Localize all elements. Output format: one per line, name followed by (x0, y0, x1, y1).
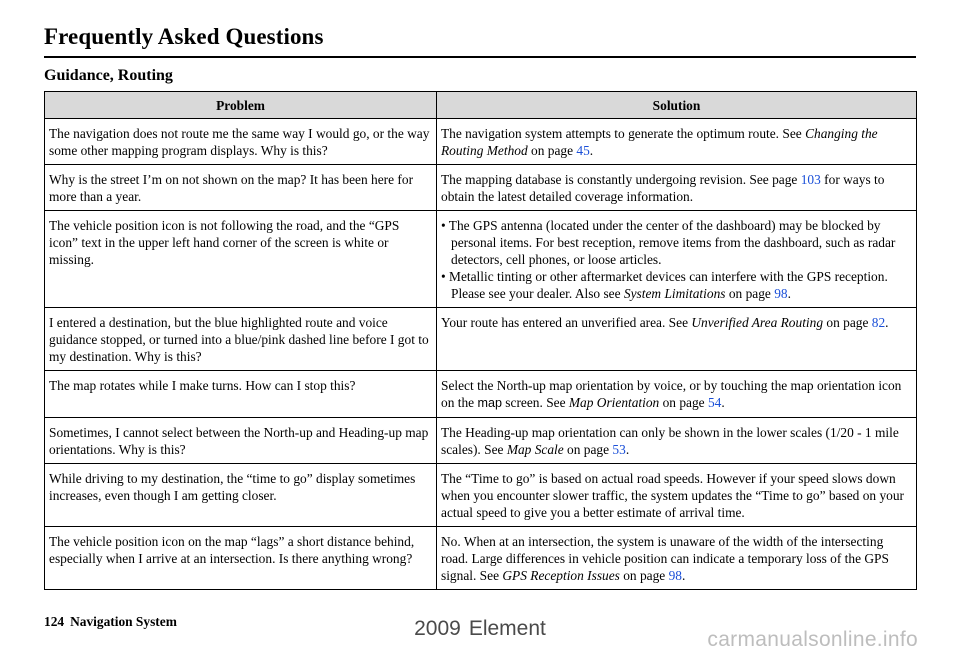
solution-text: on page (619, 568, 669, 583)
solution-text: The Heading-up map orientation can only be shown in the lower scales (1/20 - 1 mile scales). See (441, 425, 899, 457)
solution-text: . (885, 315, 889, 330)
solution-cell (437, 308, 917, 371)
solution-text: The navigation system attempts to generate the optimum route. See (441, 126, 806, 141)
section-reference: Map Orientation (568, 395, 660, 410)
solution-text: . (625, 442, 630, 457)
problem-cell: The navigation does not route me the same way I would go, or the way some other mapping program displays. Why is this? (45, 119, 437, 165)
solution-text: Your route has entered an unverified area. See (441, 315, 692, 330)
problem-cell: While driving to my destination, the “time to go” display sometimes increases, even though I am getting closer. (45, 464, 437, 527)
section-reference: Changing the Routing Method (441, 126, 878, 158)
solution-cell (437, 119, 917, 165)
table-row (45, 119, 917, 165)
table-row (45, 211, 917, 308)
solution-bullet: • The GPS antenna (located under the center of the dashboard) may be blocked by personal items. For best reception, remove items from the dashboard, such as radar detectors, cell phones, or loose articles. (441, 218, 896, 267)
watermark-site: carmanualsonline.info (707, 628, 918, 651)
table-row (45, 308, 917, 371)
section-reference: GPS Reception Issues (502, 568, 620, 583)
table-row (45, 527, 917, 590)
solution-text: • Metallic tinting or other aftermarket devices can interfere with the GPS reception. Please see your dealer. Also see (441, 269, 888, 301)
solution-text: . (682, 568, 686, 583)
problem-cell: Why is the street I’m on not shown on the map? It has been here for more than a year. (45, 165, 437, 211)
solution-text: Select the North-up map orientation by voice, or by touching the map orientation icon on the (441, 378, 902, 410)
page-link[interactable]: 82 (871, 315, 886, 330)
page-link[interactable]: 53 (612, 442, 626, 457)
section-title: Guidance, Routing (44, 67, 173, 84)
solution-cell (437, 418, 917, 464)
faq-table (44, 91, 917, 590)
solution-text: on page (725, 286, 775, 301)
header-problem: Problem (45, 92, 437, 119)
page-number: 124 (44, 614, 65, 629)
watermark-year: 2009 (414, 617, 461, 640)
section-reference: Unverified Area Routing (691, 315, 824, 330)
page-link[interactable]: 98 (774, 286, 788, 301)
problem-cell: I entered a destination, but the blue highlighted route and voice guidance stopped, or turned into a blue/pink dashed line before I got to my destination. Why is this? (45, 308, 437, 371)
table-row (45, 371, 917, 418)
solution-cell (437, 211, 917, 308)
solution-text: No. When at an intersection, the system is unaware of the width of the intersecting road. Large differences in vehicle position can indicate a temporary loss of the GPS signal. See (441, 534, 889, 583)
problem-cell: The vehicle position icon is not following the road, and the “GPS icon” text in the upper left hand corner of the screen is white or missing. (45, 211, 437, 308)
solution-text: on page (659, 395, 708, 410)
watermark-model-name: Element (468, 617, 546, 640)
solution-text: on page (563, 442, 613, 457)
title-rule (44, 56, 916, 58)
solution-text: The mapping database is constantly undergoing revision. See page (441, 172, 801, 187)
solution-cell (437, 165, 917, 211)
solution-text: . (787, 286, 791, 301)
page-link[interactable]: 98 (668, 568, 682, 583)
solution-cell (437, 527, 917, 590)
page-title: Frequently Asked Questions (44, 24, 324, 49)
page-link[interactable]: 45 (576, 143, 590, 158)
solution-text: screen. See (501, 395, 569, 410)
solution-text: . (589, 143, 594, 158)
problem-cell: Sometimes, I cannot select between the North-up and Heading-up map orientations. Why is this? (45, 418, 437, 464)
solution-bullet-list (441, 217, 910, 302)
solution-cell: The “Time to go” is based on actual road speeds. However if your speed slows down when you encounter slower traffic, the system updates the “Time to go” based on your actual speed to give you a better estimate of arrival time. (437, 464, 917, 527)
section-reference: System Limitations (623, 286, 726, 301)
solution-bullet (441, 268, 910, 302)
table-row (45, 165, 917, 211)
table-header-row (45, 92, 917, 119)
problem-cell: The map rotates while I make turns. How can I stop this? (45, 371, 437, 418)
problem-cell: The vehicle position icon on the map “lags” a short distance behind, especially when I arrive at an intersection. Is there anything wrong? (45, 527, 437, 590)
section-reference: Map Scale (506, 442, 564, 457)
solution-cell (437, 371, 917, 418)
page-link[interactable]: 54 (707, 395, 722, 410)
page-link[interactable]: 103 (800, 172, 821, 187)
solution-text: . (721, 395, 725, 410)
table-row (45, 418, 917, 464)
solution-text: on page (823, 315, 872, 330)
table-row (45, 464, 917, 527)
solution-text: on page (527, 143, 577, 158)
solution-text: for ways to obtain the latest detailed coverage information. (441, 172, 885, 204)
header-solution: Solution (437, 92, 917, 119)
footer-label: Navigation System (70, 614, 177, 629)
screen-name: map (477, 396, 502, 410)
